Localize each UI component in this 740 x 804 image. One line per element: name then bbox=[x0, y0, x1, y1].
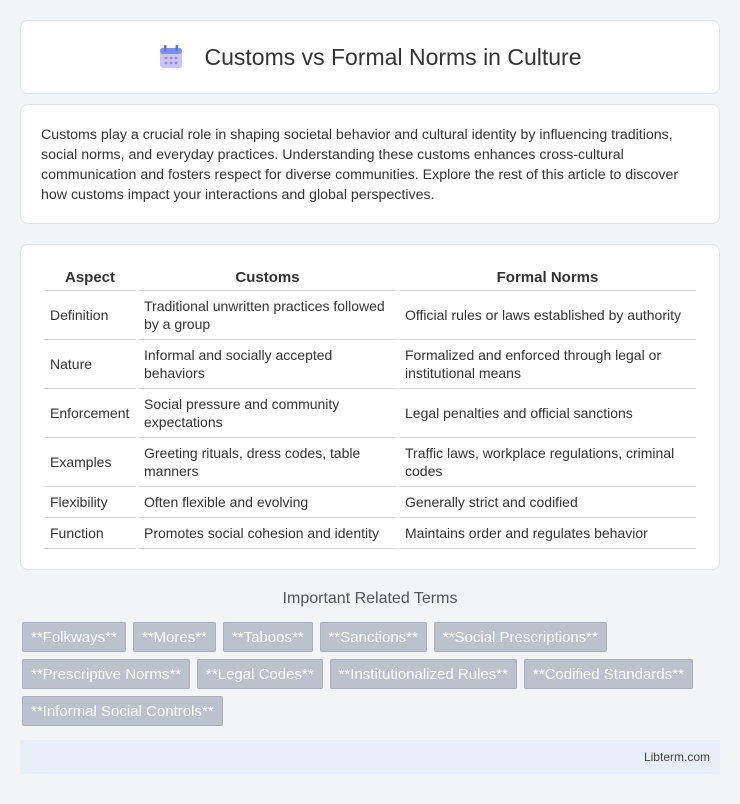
related-term-tag[interactable]: **Prescriptive Norms** bbox=[22, 659, 190, 689]
table-cell: Flexibility bbox=[44, 487, 136, 518]
related-term-tag[interactable]: **Informal Social Controls** bbox=[22, 696, 223, 726]
table-cell: Greeting rituals, dress codes, table manners bbox=[138, 438, 397, 487]
table-cell: Informal and socially accepted behaviors bbox=[138, 340, 397, 389]
table-cell: Formalized and enforced through legal or institutional means bbox=[399, 340, 696, 389]
table-cell: Generally strict and codified bbox=[399, 487, 696, 518]
table-row bbox=[44, 518, 696, 549]
related-terms-list bbox=[22, 622, 722, 733]
table-cell: Social pressure and community expectations bbox=[138, 389, 397, 438]
calendar-icon bbox=[158, 44, 184, 70]
table-cell: Traditional unwritten practices followed by a group bbox=[138, 291, 397, 340]
table-cell: Promotes social cohesion and identity bbox=[138, 518, 397, 549]
table-row bbox=[44, 438, 696, 487]
table-cell: Legal penalties and official sanctions bbox=[399, 389, 696, 438]
intro-text: Customs play a crucial role in shaping societal behavior and cultural identity by influencing traditions, social norms, and everyday practices. Understanding these customs enhances cross-cultural communication and fosters respect for diverse communities. Explore the rest of this article to discover how customs impact your interactions and global perspectives. bbox=[41, 127, 679, 203]
table-cell: Traffic laws, workplace regulations, criminal codes bbox=[399, 438, 696, 487]
comparison-table-card bbox=[20, 244, 720, 570]
related-term-tag[interactable]: **Taboos** bbox=[223, 622, 313, 652]
table-cell: Official rules or laws established by authority bbox=[399, 291, 696, 340]
table-cell: Often flexible and evolving bbox=[138, 487, 397, 518]
header-card bbox=[20, 20, 720, 94]
table-cell: Examples bbox=[44, 438, 136, 487]
related-term-tag[interactable]: **Sanctions** bbox=[320, 622, 427, 652]
footer bbox=[20, 740, 720, 774]
table-row bbox=[44, 340, 696, 389]
table-row bbox=[44, 291, 696, 340]
related-term-tag[interactable]: **Folkways** bbox=[22, 622, 126, 652]
column-header-aspect: Aspect bbox=[44, 265, 136, 291]
related-term-tag[interactable]: **Social Prescriptions** bbox=[434, 622, 607, 652]
comparison-table bbox=[42, 265, 698, 549]
intro-card bbox=[20, 104, 720, 224]
table-row bbox=[44, 487, 696, 518]
related-term-tag[interactable]: **Institutionalized Rules** bbox=[330, 659, 517, 689]
column-header-customs: Customs bbox=[138, 265, 397, 291]
column-header-formal-norms: Formal Norms bbox=[399, 265, 696, 291]
table-cell: Maintains order and regulates behavior bbox=[399, 518, 696, 549]
related-term-tag[interactable]: **Mores** bbox=[133, 622, 216, 652]
related-term-tag[interactable]: **Legal Codes** bbox=[197, 659, 323, 689]
related-term-tag[interactable]: **Codified Standards** bbox=[524, 659, 693, 689]
table-header-row bbox=[44, 265, 696, 291]
table-cell: Function bbox=[44, 518, 136, 549]
footer-brand-link[interactable]: Libterm.com bbox=[643, 750, 710, 764]
related-terms-title: Important Related Terms bbox=[282, 590, 458, 607]
table-cell: Enforcement bbox=[44, 389, 136, 438]
table-cell: Nature bbox=[44, 340, 136, 389]
table-cell: Definition bbox=[44, 291, 136, 340]
page-title: Customs vs Formal Norms in Culture bbox=[204, 43, 582, 70]
table-row bbox=[44, 389, 696, 438]
